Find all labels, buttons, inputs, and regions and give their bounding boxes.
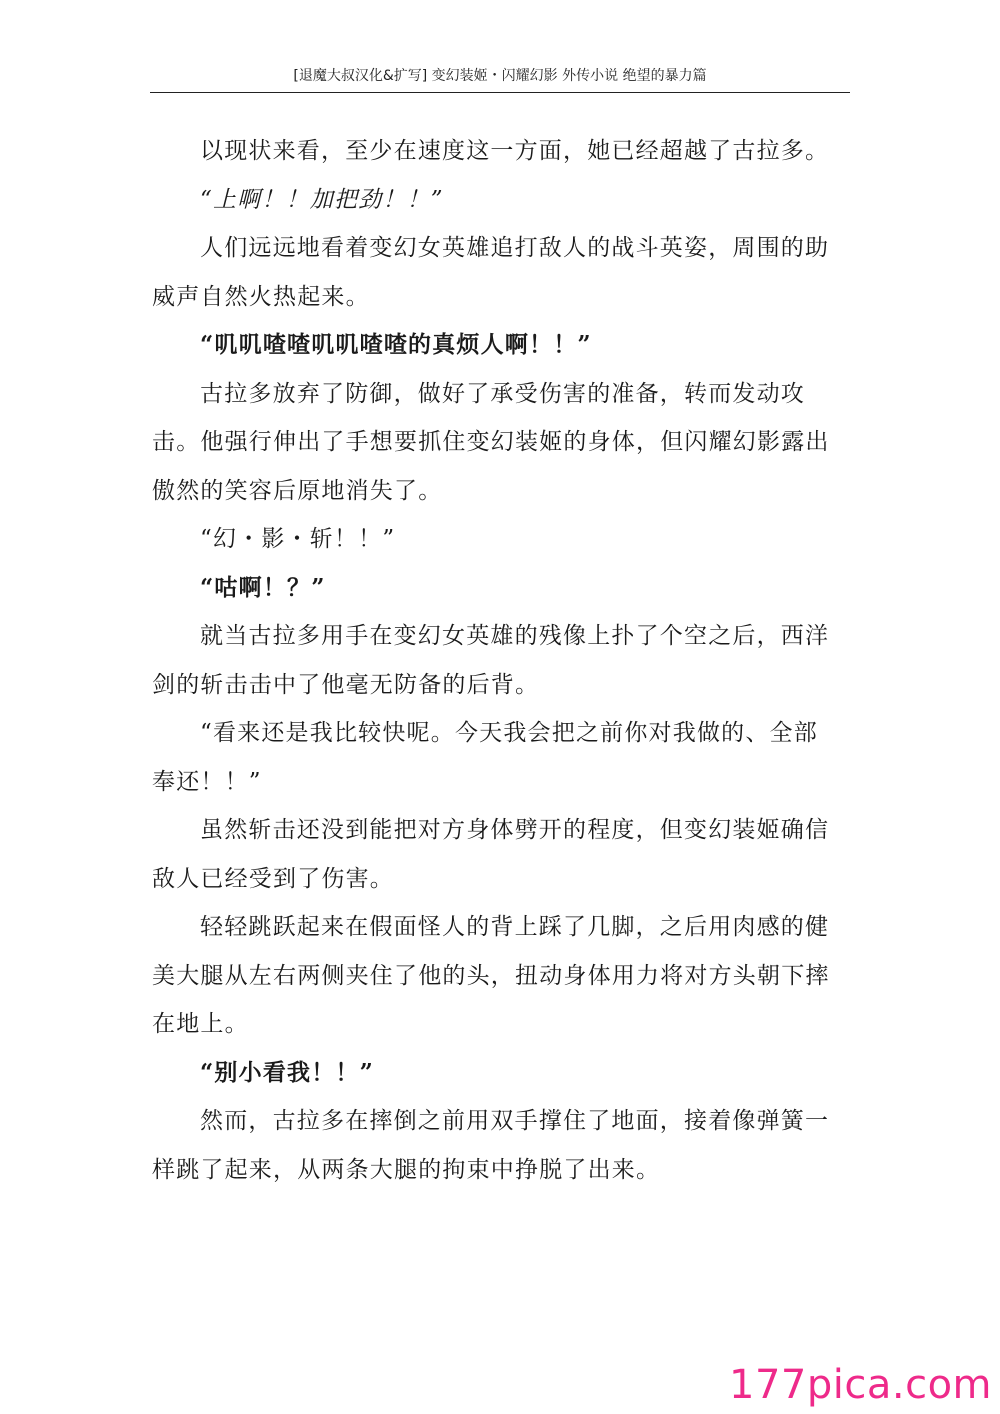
- paragraph: “叽叽喳喳叽叽喳喳的真烦人啊！！”: [200, 331, 592, 358]
- paragraph: “别小看我！！”: [200, 1058, 375, 1086]
- header-title: [退魔大叔汉化&扩写] 变幻装姬・闪耀幻影 外传小说 绝望的暴力篇: [293, 68, 707, 84]
- paragraph: “幻・影・斩！！”: [200, 526, 396, 552]
- paragraph: 虽然斩击还没到能把对方身体劈开的程度，但变幻装姬确信敌人已经受到了伤害。: [152, 817, 830, 892]
- paragraph: 以现状来看，至少在速度这一方面，她已经超越了古拉多。: [200, 138, 830, 164]
- paragraph: “咕啊！？”: [200, 573, 326, 601]
- paragraph: 就当古拉多用手在变幻女英雄的残像上扑了个空之后，西洋剑的斩击击中了他毫无防备的后背。: [152, 623, 830, 698]
- paragraph: 轻轻跳跃起来在假面怪人的背上踩了几脚，之后用肉感的健美大腿从左右两侧夹住了他的头，扭动身体用力将对方头朝下摔在地上。: [152, 914, 830, 1037]
- paragraph: 然而，古拉多在摔倒之前用双手撑住了地面，接着像弹簧一样跳了起来，从两条大腿的拘束中挣脱了出来。: [152, 1108, 830, 1183]
- paragraph: “上啊！！加把劲！！”: [200, 186, 444, 213]
- page-body: [152, 127, 842, 1194]
- watermark: 177pica.com: [729, 1362, 992, 1408]
- paragraph: “看来还是我比较快呢。今天我会把之前你对我做的、全部奉还！！”: [152, 720, 818, 795]
- paragraph: 人们远远地看着变幻女英雄追打敌人的战斗英姿，周围的助威声自然火热起来。: [152, 235, 830, 310]
- paragraph: 古拉多放弃了防御，做好了承受伤害的准备，转而发动攻击。他强行伸出了手想要抓住变幻装姬的身体，但闪耀幻影露出傲然的笑容后原地消失了。: [152, 380, 830, 504]
- page-header: [150, 62, 850, 93]
